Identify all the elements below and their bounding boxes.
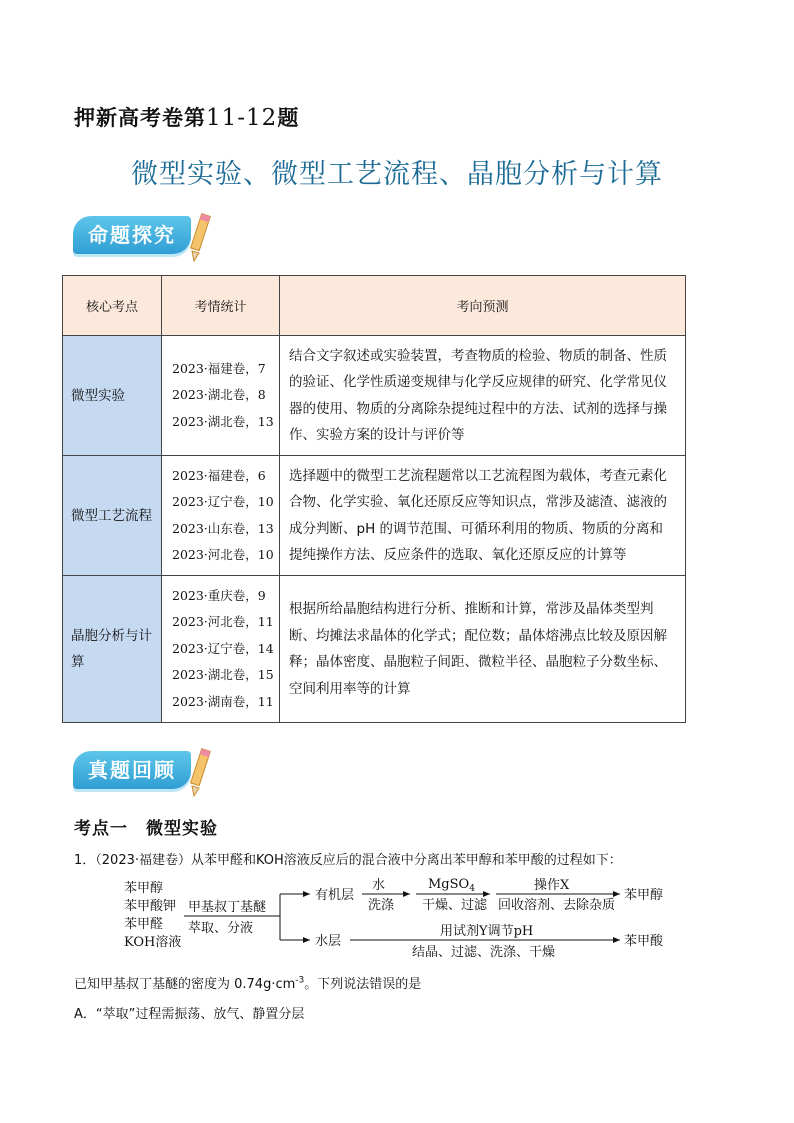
header-stats: 考情统计 [162,276,280,336]
mixture-item: 苯甲醛 [124,917,164,932]
density-note [74,973,421,992]
explore-badge-label: 命题探究 [73,216,191,254]
header-suffix: 题 [277,106,300,130]
stats-cell [162,456,280,576]
opx-operation: 回收溶剂、去除杂质 [498,898,616,913]
stat-item: 2023·湖北卷，13 [172,413,274,429]
core-topic: 微型工艺流程 [63,456,162,576]
product-benzoic-acid: 苯甲酸 [624,934,664,949]
mixture-item: KOH溶液 [124,935,182,950]
header-prediction: 考向预测 [280,276,686,336]
stat-item: 2023·湖北卷，15 [172,667,274,683]
stat-item: 2023·辽宁卷，14 [172,640,274,656]
wash-reagent: 水 [372,878,386,893]
operation-x: 操作X [534,878,570,893]
core-topic: 微型实验 [63,336,162,456]
product-benzyl-alcohol: 苯甲醇 [624,888,664,903]
note-exponent: -3 [295,975,305,986]
header-prefix: 押新高考卷第 [74,106,206,130]
stat-item: 2023·重庆卷，9 [172,587,266,603]
section-title: 考点一 微型实验 [74,819,218,839]
option-a: A．“萃取”过程需振荡、放气、静置分层 [74,1007,305,1022]
core-topic: 晶胞分析与计算 [63,576,162,723]
organic-layer: 有机层 [315,888,355,903]
stat-item: 2023·辽宁卷，10 [172,494,274,509]
table-header-row [63,276,686,336]
table-row [63,576,686,723]
stat-item: 2023·河北卷，11 [172,614,274,630]
note-suffix: 。下列说法错误的是 [304,977,422,992]
note-prefix: 已知甲基叔丁基醚的密度为 0.74g·cm [74,977,296,992]
header-numbers: 11-12 [206,105,278,131]
header-core: 核心考点 [63,276,162,336]
prediction-text: 结合文字叙述或实验装置，考查物质的检验、物质的制备、性质的验证、化学性质递变规律与化学反应规律的研究、化学常见仪器的使用、物质的分离除杂提纯过程中的方法、试剂的选择与操作、实验方案的设计与评价等 [280,336,686,456]
main-title: 微型实验、微型工艺流程、晶胞分析与计算 [131,159,663,190]
stat-item: 2023·河北卷，10 [172,547,274,562]
mixture-item: 苯甲醇 [124,881,164,896]
stat-item: 2023·山东卷，13 [172,520,274,536]
wash-operation: 洗涤 [368,898,395,913]
ph-operation: 结晶、过滤、洗涤、干燥 [412,945,556,960]
dry-operation: 干燥、过滤 [422,898,488,913]
pencil-icon [183,745,217,797]
extract-solvent: 甲基叔丁基醚 [188,900,267,915]
drying-agent: MgSO$_4$ [428,877,475,894]
table-row [63,336,686,456]
mixture-item: 苯甲酸钾 [124,899,177,914]
exam-analysis-table [62,275,686,723]
stat-item: 2023·湖北卷，8 [172,387,266,403]
aqueous-layer: 水层 [315,934,342,949]
question-stem: 1．（2023·福建卷）从苯甲醛和KOH溶液反应后的混合液中分离出苯甲醇和苯甲酸的过程如下： [74,853,622,868]
separation-flow-diagram [110,872,680,962]
stat-item: 2023·湖南卷，11 [172,693,274,709]
prediction-text: 选择题中的微型工艺流程题常以工艺流程图为载体，考查元素化合物、化学实验、氧化还原反应等知识点，常涉及滤渣、滤液的成分判断、pH 的调节范围、可循环利用的物质、物质的分离和提纯操作方法、反应条件的选取、氧化还原反应的计算等 [280,456,686,576]
stats-cell [162,336,280,456]
ph-adjust: 用试剂Y调节pH [440,924,534,939]
review-badge-label: 真题回顾 [73,751,191,789]
review-badge [73,745,215,797]
extract-operation: 萃取、分液 [188,921,254,936]
explore-badge [73,210,215,262]
table-row [63,456,686,576]
stats-cell [162,576,280,723]
prediction-text: 根据所给晶胞结构进行分析、推断和计算，常涉及晶体类型判断、均摊法求晶体的化学式；配位数；晶体熔沸点比较及原因解释；晶体密度、晶胞粒子间距、微粒半径、晶胞粒子分数坐标、空间利用率等的计算 [280,576,686,723]
stat-item: 2023·福建卷，7 [172,360,266,376]
stat-item: 2023·福建卷，6 [172,467,266,483]
pencil-icon [183,210,217,262]
exam-header [74,102,299,132]
